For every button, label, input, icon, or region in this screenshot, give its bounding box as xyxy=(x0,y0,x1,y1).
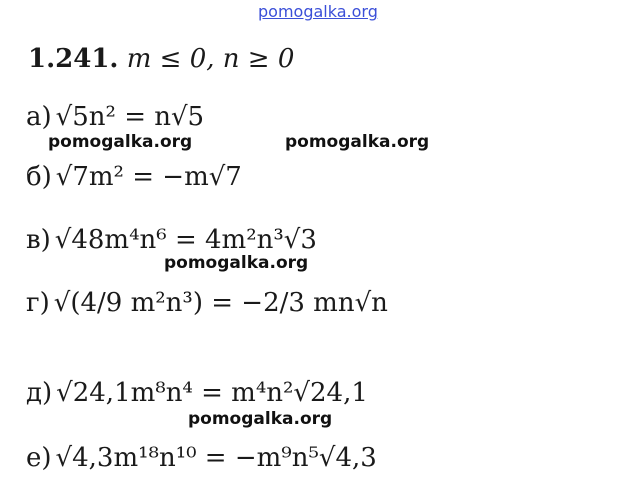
watermark-1: pomogalka.org xyxy=(48,132,193,152)
item-e-expression: √4,3m¹⁸n¹⁰ = −m⁹n⁵√4,3 xyxy=(55,443,377,473)
watermark-4: pomogalka.org xyxy=(188,409,333,429)
item-g-label: г) xyxy=(26,288,50,318)
watermark-3: pomogalka.org xyxy=(164,253,309,273)
item-d-label: д) xyxy=(26,378,53,408)
item-g xyxy=(26,288,388,318)
item-v xyxy=(26,225,317,255)
item-b xyxy=(26,162,242,192)
item-d xyxy=(26,378,368,408)
item-v-expression: √48m⁴n⁶ = 4m²n³√3 xyxy=(54,225,317,255)
item-a-expression: √5n² = n√5 xyxy=(55,102,205,132)
item-e-label: е) xyxy=(26,443,52,473)
item-a xyxy=(26,102,204,132)
watermark-2: pomogalka.org xyxy=(285,132,430,152)
item-v-label: в) xyxy=(26,225,51,255)
problem-condition: m ≤ 0, n ≥ 0 xyxy=(126,44,295,74)
item-b-label: б) xyxy=(26,162,52,192)
item-b-expression: √7m² = −m√7 xyxy=(55,162,242,192)
item-g-expression: √(4/9 m²n³) = −2/3 mn√n xyxy=(53,288,388,318)
problem-number: 1.241. xyxy=(28,44,119,74)
item-a-label: а) xyxy=(26,102,52,132)
watermark-top-link[interactable]: pomogalka.org xyxy=(258,2,378,21)
problem-header xyxy=(28,44,294,74)
item-e xyxy=(26,443,377,473)
item-d-expression: √24,1m⁸n⁴ = m⁴n²√24,1 xyxy=(56,378,368,408)
